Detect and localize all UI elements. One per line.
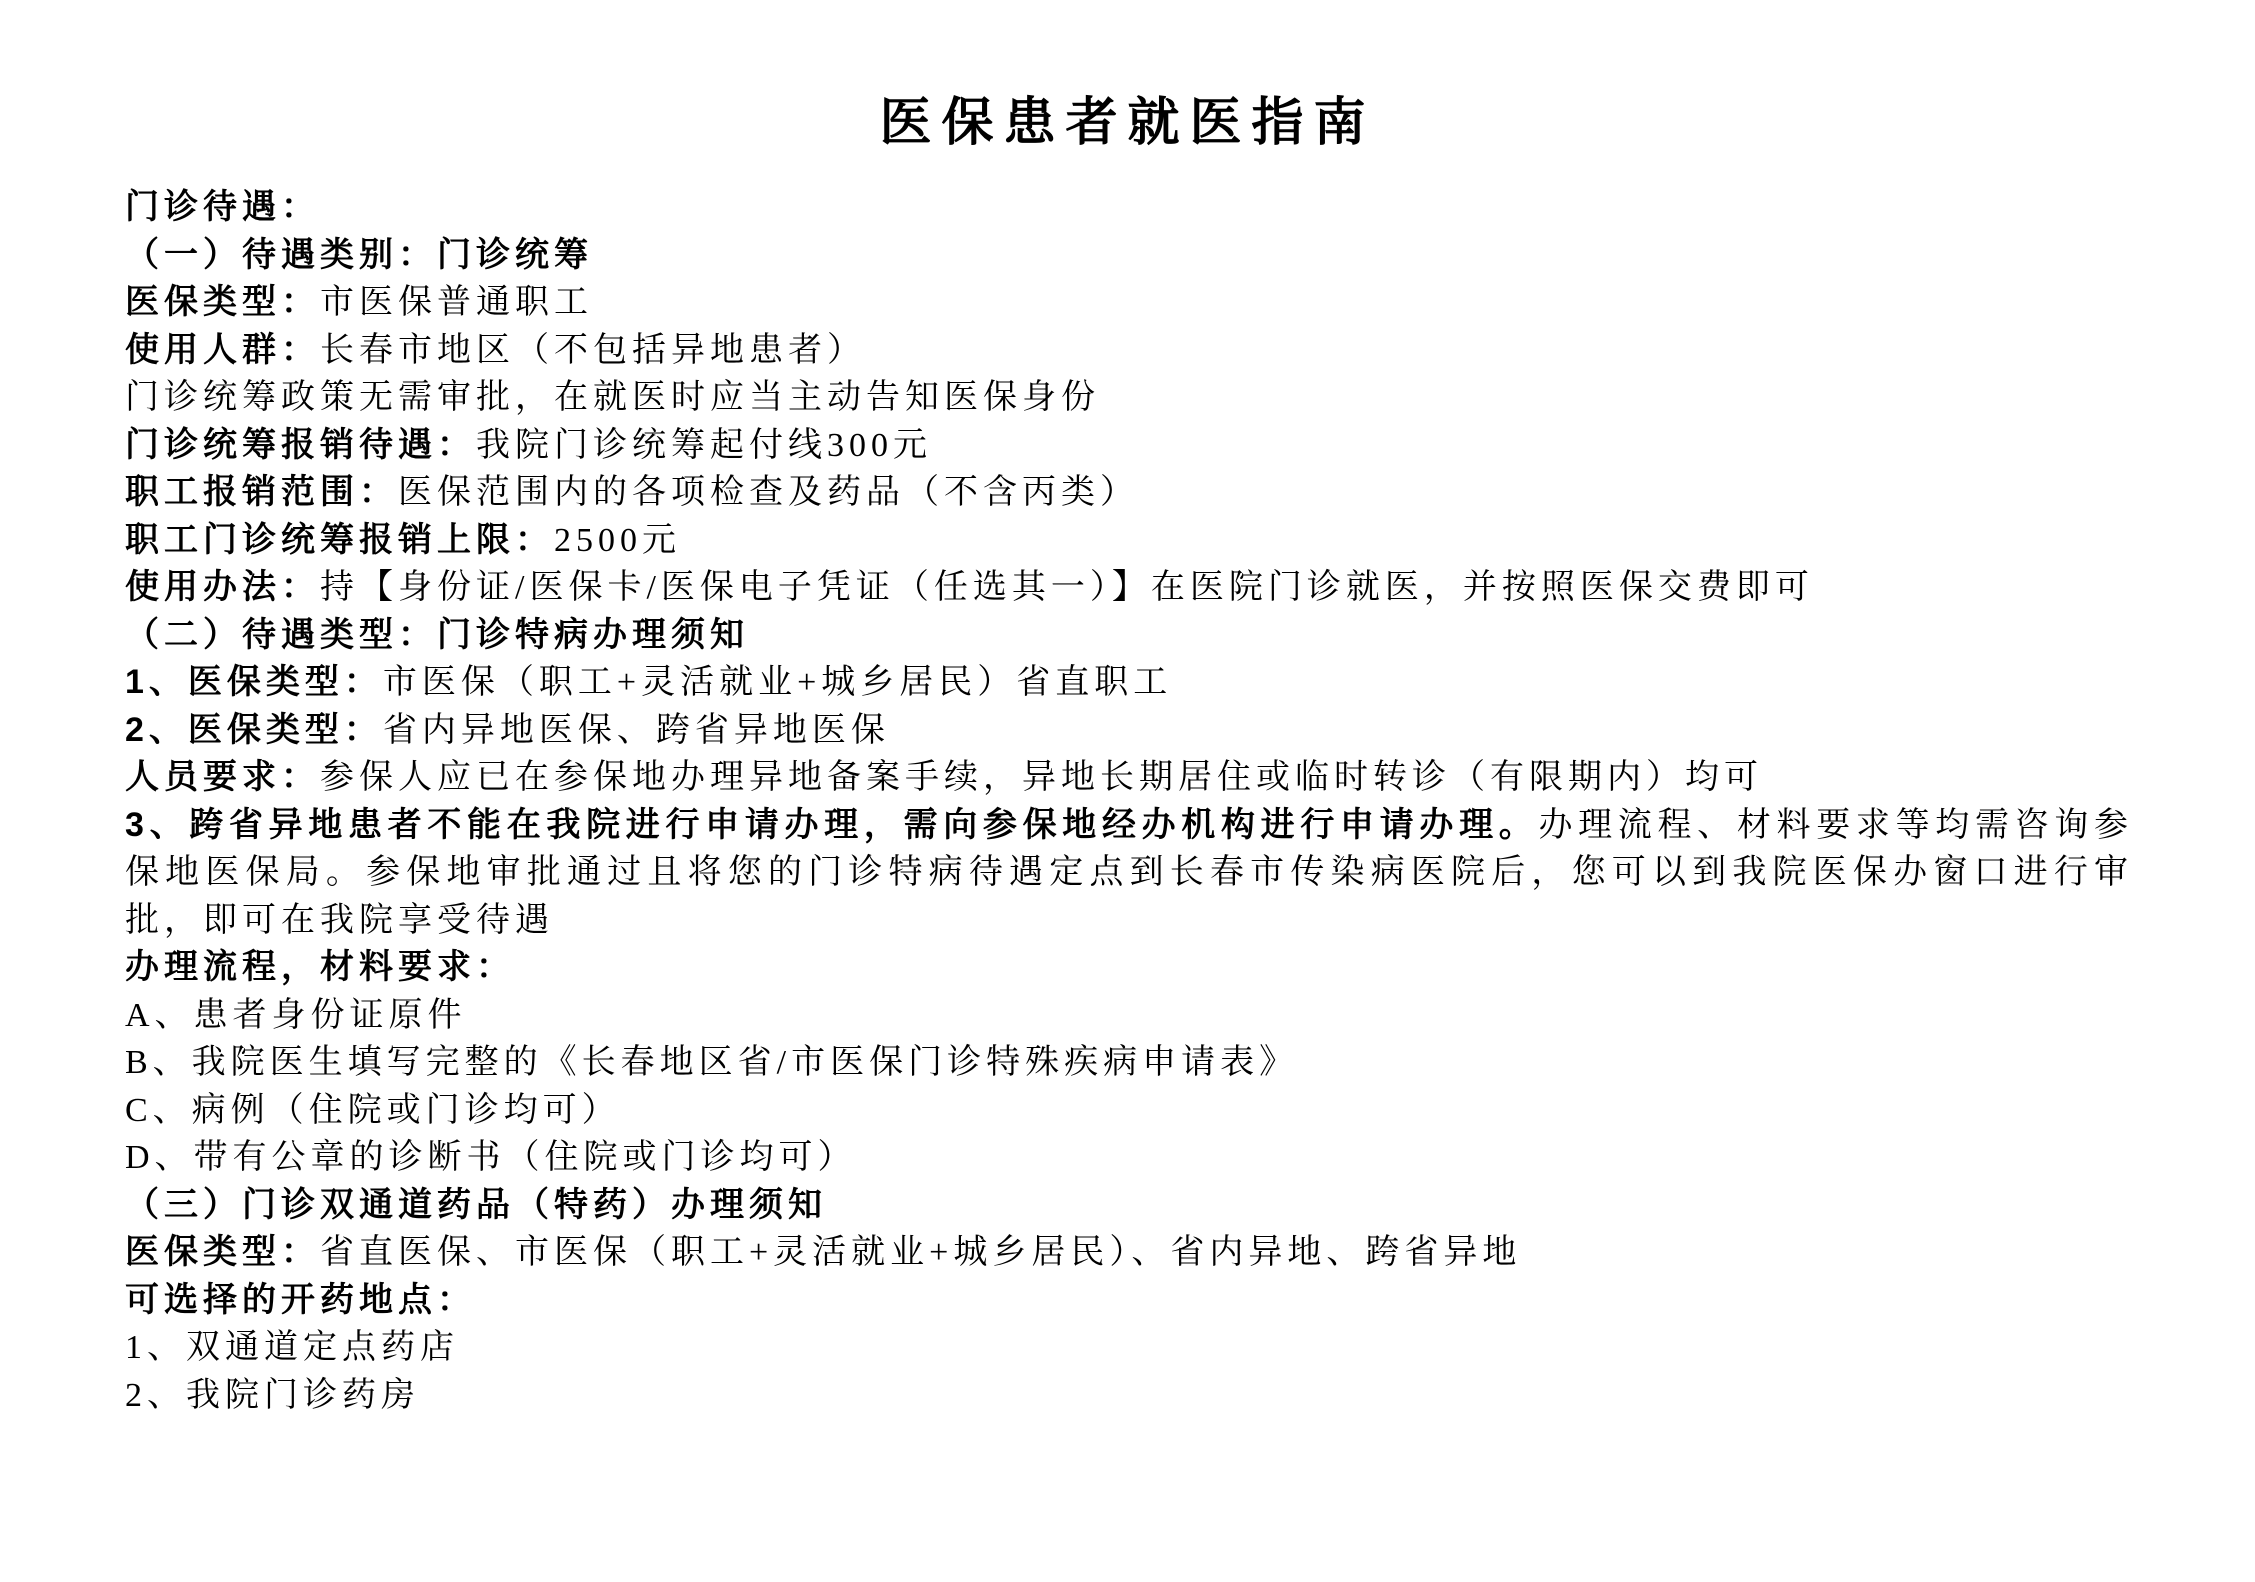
text-line <box>125 802 2133 945</box>
text-segment-bold: 可选择的开药地点： <box>125 1280 476 1319</box>
text-line <box>125 1087 2133 1135</box>
text-segment-bold: 1、医保类型： <box>125 663 383 701</box>
text-segment: 省内异地医保、跨省异地医保 <box>382 711 890 749</box>
text-segment: 长春市地区（不包括异地患者） <box>320 331 866 369</box>
text-segment-bold: 门诊待遇： <box>125 188 320 226</box>
text-line <box>125 1324 2133 1372</box>
text-line <box>125 1372 2133 1420</box>
text-segment-bold: 3、跨省异地患者不能在我院进行申请办理，需向参保地经办机构进行申请办理。 <box>125 805 1539 844</box>
text-segment: 市医保（职工+灵活就业+城乡居民）省直职工 <box>382 664 1173 701</box>
text-segment: 办理流程、材料要求等均需咨询参保地医保局。参保地审批通过且将您的门诊特病待遇定点到长春市传染病医院后，您可以到我院医保办窗口进行审批，即可在我院享受待遇 <box>125 806 2133 939</box>
text-segment-bold: （一）待遇类别：门诊统筹 <box>125 235 593 274</box>
text-segment-bold: 使用人群： <box>125 330 320 369</box>
text-line <box>125 1277 2133 1325</box>
text-segment: A、患者身份证原件 <box>125 996 467 1034</box>
text-segment-bold: 职工门诊统筹报销上限： <box>125 520 554 559</box>
text-line <box>125 1229 2133 1277</box>
text-line <box>125 279 2133 327</box>
text-line <box>125 232 2133 280</box>
text-segment-bold: 医保类型： <box>125 1233 320 1271</box>
text-line <box>125 1182 2133 1230</box>
text-line <box>125 564 2133 612</box>
text-segment: 我院门诊统筹起付线300元 <box>476 426 932 464</box>
text-segment: 参保人应已在参保地办理异地备案手续，异地长期居住或临时转诊（有限期内）均可 <box>320 759 1763 796</box>
text-line <box>125 184 2133 232</box>
text-segment: 1、双通道定点药店 <box>125 1329 459 1366</box>
text-line <box>125 707 2133 755</box>
text-segment: B、我院医生填写完整的《长春地区省/市医保门诊特殊疾病申请表》 <box>125 1044 1299 1081</box>
text-segment-bold: 人员要求： <box>125 758 320 796</box>
text-segment-bold: （三）门诊双通道药品（特药）办理须知 <box>125 1185 827 1224</box>
text-segment: 2500元 <box>554 521 681 559</box>
document-body <box>125 184 2133 1419</box>
text-line <box>125 992 2133 1040</box>
text-segment-bold: 门诊统筹报销待遇： <box>125 425 476 464</box>
text-segment-bold: 使用办法： <box>125 568 320 606</box>
text-line <box>125 469 2133 517</box>
text-segment: 医保范围内的各项检查及药品（不含丙类） <box>398 474 1139 511</box>
text-segment-bold: 医保类型： <box>125 283 320 321</box>
text-segment: 持【身份证/医保卡/医保电子凭证（任选其一）】在医院门诊就医，并按照医保交费即可 <box>320 569 1814 606</box>
text-segment: 省直医保、市医保（职工+灵活就业+城乡居民）、省内异地、跨省异地 <box>320 1234 1522 1271</box>
text-line <box>125 1134 2133 1182</box>
text-segment-bold: 办理流程，材料要求： <box>125 948 515 986</box>
text-line <box>125 944 2133 992</box>
text-segment: D、带有公章的诊断书（住院或门诊均可） <box>125 1139 857 1176</box>
text-line <box>125 327 2133 375</box>
text-line <box>125 517 2133 565</box>
text-line <box>125 659 2133 707</box>
text-segment-bold: 2、医保类型： <box>125 710 383 749</box>
text-segment-bold: （二）待遇类型：门诊特病办理须知 <box>125 615 749 654</box>
text-segment: 门诊统筹政策无需审批，在就医时应当主动告知医保身份 <box>125 379 1100 416</box>
page-title: 医保患者就医指南 <box>879 95 1376 152</box>
text-line <box>125 374 2133 422</box>
text-segment-bold: 职工报销范围： <box>125 473 398 511</box>
text-segment: C、病例（住院或门诊均可） <box>125 1091 621 1129</box>
text-line <box>125 754 2133 802</box>
text-line <box>125 612 2133 660</box>
text-line <box>125 1039 2133 1087</box>
text-line <box>125 422 2133 470</box>
text-segment: 2、我院门诊药房 <box>125 1376 420 1414</box>
text-segment: 市医保普通职工 <box>320 284 593 321</box>
